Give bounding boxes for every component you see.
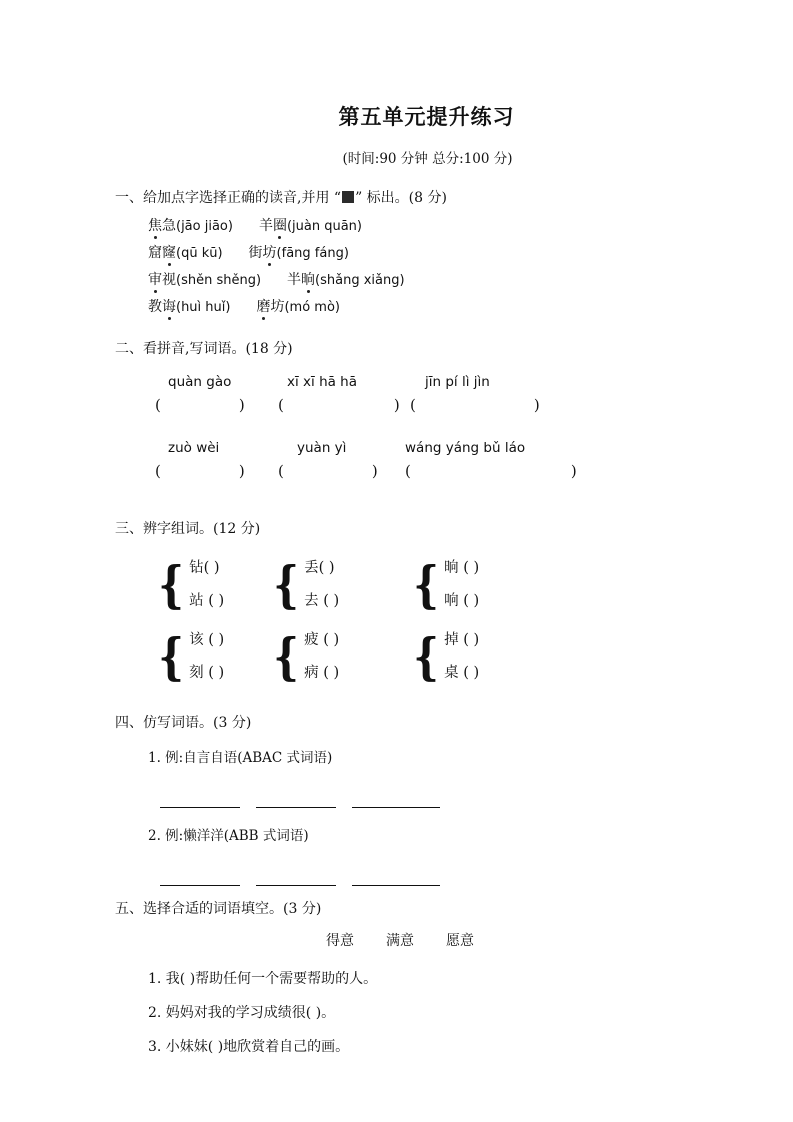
- brace-items: [444, 624, 479, 690]
- word-char: 视: [162, 272, 176, 288]
- pinyin-options: (huì huǐ): [176, 300, 231, 315]
- word-bank-option[interactable]: 愿意: [446, 933, 474, 949]
- word-char: 街: [248, 245, 263, 261]
- write-line[interactable]: [352, 875, 440, 886]
- section-3-rows: [0, 552, 793, 690]
- pinyin-choice-item[interactable]: [259, 218, 362, 234]
- paren-close: ): [238, 462, 245, 480]
- section-2-heading: 二、看拼音,写词语。(18 分): [115, 341, 293, 357]
- emphasis-dot-char: 晌: [301, 272, 316, 288]
- section-4-items: [0, 746, 793, 884]
- character-word-blank[interactable]: 桌 ( ): [444, 665, 480, 681]
- word-char: 教: [148, 299, 162, 315]
- section-5-word-bank: [0, 930, 793, 950]
- brace-items: [304, 624, 339, 690]
- answer-line-row: [0, 792, 793, 806]
- section-3-heading: 三、辨字组词。(12 分): [115, 521, 261, 537]
- fill-in-question[interactable]: 3. 小妹妹( )地欣赏着自己的画。: [148, 1039, 350, 1055]
- pinyin-choice-row: [0, 273, 793, 287]
- paren-open: (: [155, 462, 161, 480]
- paren-open: (: [410, 396, 416, 414]
- pinyin-choice-item[interactable]: [287, 272, 405, 288]
- section-1-heading-pre: 一、给加点字选择正确的读音,并用 “: [115, 190, 342, 206]
- page-subtitle: (时间:90 分钟 总分:100 分): [342, 151, 513, 167]
- answer-line-row: [0, 870, 793, 884]
- fill-in-question[interactable]: 2. 妈妈对我的学习成绩很( )。: [148, 1005, 336, 1021]
- pinyin-prompt-row: [0, 374, 793, 396]
- pinyin-choice-row: [0, 300, 793, 314]
- brace-group-row: [0, 624, 793, 690]
- character-word-blank[interactable]: 掉 ( ): [444, 632, 480, 648]
- paren-open: (: [405, 462, 411, 480]
- word-char: 窟: [148, 245, 162, 261]
- pinyin-options: (juàn quān): [286, 219, 362, 234]
- answer-blank[interactable]: [155, 462, 245, 480]
- paren-close: ): [570, 462, 577, 480]
- pinyin-choice-item[interactable]: [256, 299, 340, 315]
- paren-open: (: [155, 396, 161, 414]
- pinyin-options: (qū kū): [176, 246, 223, 261]
- pinyin-options: (shǎng xiǎng): [315, 273, 405, 288]
- character-word-blank[interactable]: 疲 ( ): [304, 632, 340, 648]
- emphasis-dot-char: 审: [148, 272, 162, 288]
- brace-items: [304, 552, 339, 618]
- section-1-rows: [0, 219, 793, 314]
- example-label: 1. 例:自言自语(ABAC 式词语): [148, 750, 333, 766]
- pinyin-options: (fāng fáng): [276, 246, 349, 261]
- emphasis-dot-char: 磨: [256, 299, 271, 315]
- brace-group: [270, 624, 339, 690]
- example-label: 2. 例:懒洋洋(ABB 式词语): [148, 828, 309, 844]
- section-4-heading: 四、仿写词语。(3 分): [115, 715, 252, 731]
- brace-group-row: [0, 552, 793, 618]
- pinyin-options: (mó mò): [284, 300, 340, 315]
- answer-blank[interactable]: [278, 462, 378, 480]
- write-line[interactable]: [256, 797, 336, 808]
- brace-group: [410, 552, 479, 618]
- curly-brace-icon: {: [413, 555, 439, 614]
- answer-blank[interactable]: [410, 396, 540, 414]
- character-word-blank[interactable]: 钻( ): [189, 560, 220, 576]
- character-word-blank[interactable]: 丢( ): [304, 560, 335, 576]
- brace-group: [270, 552, 339, 618]
- brace-items: [189, 552, 224, 618]
- pinyin-choice-row: [0, 246, 793, 260]
- write-line[interactable]: [352, 797, 440, 808]
- word-char: 半: [287, 272, 302, 288]
- pinyin-choice-item[interactable]: [249, 245, 349, 261]
- curly-brace-icon: {: [158, 555, 184, 614]
- brace-items: [189, 624, 224, 690]
- paren-open: (: [278, 396, 284, 414]
- character-word-blank[interactable]: 响 ( ): [444, 593, 480, 609]
- pinyin-prompt-row: [0, 440, 793, 462]
- section-1-heading: [0, 187, 793, 207]
- fill-in-question[interactable]: 1. 我( )帮助任何一个需要帮助的人。: [148, 971, 378, 987]
- pinyin-prompt: xī xī hā hā: [287, 374, 358, 390]
- emphasis-dot-char: 诲: [162, 299, 176, 315]
- word-bank-option[interactable]: 满意: [386, 933, 414, 949]
- emphasis-dot-char: 窿: [162, 245, 176, 261]
- write-line[interactable]: [160, 797, 240, 808]
- paren-close: ): [238, 396, 245, 414]
- emphasis-dot-char: 坊: [262, 245, 277, 261]
- section-1-heading-post: ” 标出。(8 分): [355, 190, 447, 206]
- answer-bracket-row: [0, 462, 793, 488]
- pinyin-prompt: jīn pí lì jìn: [425, 374, 490, 390]
- section-2-rows: [0, 374, 793, 488]
- character-word-blank[interactable]: 病 ( ): [304, 665, 340, 681]
- curly-brace-icon: {: [413, 627, 439, 686]
- word-char: 坊: [270, 299, 285, 315]
- answer-blank[interactable]: [155, 396, 245, 414]
- brace-group: [155, 552, 224, 618]
- pinyin-options: (shěn shěng): [176, 273, 262, 288]
- pinyin-choice-item[interactable]: [148, 218, 233, 234]
- pinyin-prompt: yuàn yì: [297, 440, 347, 456]
- word-bank-option[interactable]: 得意: [326, 933, 354, 949]
- character-word-blank[interactable]: 刻 ( ): [189, 665, 225, 681]
- word-char: 急: [162, 218, 176, 234]
- character-word-blank[interactable]: 晌 ( ): [444, 560, 480, 576]
- section-5-questions: [0, 968, 793, 1056]
- pinyin-options: (jāo jiāo): [176, 219, 233, 234]
- brace-items: [444, 552, 479, 618]
- curly-brace-icon: {: [273, 627, 299, 686]
- pinyin-prompt: wáng yáng bǔ láo: [405, 440, 526, 456]
- paren-close: ): [393, 396, 400, 414]
- character-word-blank[interactable]: 去 ( ): [304, 593, 340, 609]
- filled-square-mark-icon: [342, 191, 354, 203]
- pinyin-choice-item[interactable]: [148, 245, 223, 261]
- paren-close: ): [371, 462, 378, 480]
- pinyin-choice-row: [0, 219, 793, 233]
- pinyin-prompt: quàn gào: [168, 374, 232, 390]
- answer-bracket-row: [0, 396, 793, 422]
- curly-brace-icon: {: [158, 627, 184, 686]
- write-line[interactable]: [160, 875, 240, 886]
- page-title: 第五单元提升练习: [338, 105, 515, 129]
- write-line[interactable]: [256, 875, 336, 886]
- character-word-blank[interactable]: 该 ( ): [189, 632, 225, 648]
- answer-blank[interactable]: [405, 462, 577, 480]
- paren-close: ): [533, 396, 540, 414]
- pinyin-choice-item[interactable]: [148, 299, 230, 315]
- brace-group: [410, 624, 479, 690]
- brace-group: [155, 624, 224, 690]
- answer-blank[interactable]: [278, 396, 400, 414]
- character-word-blank[interactable]: 站 ( ): [189, 593, 225, 609]
- curly-brace-icon: {: [273, 555, 299, 614]
- emphasis-dot-char: 圈: [272, 218, 287, 234]
- pinyin-choice-item[interactable]: [148, 272, 261, 288]
- pinyin-prompt: zuò wèi: [168, 440, 220, 456]
- section-5-heading: 五、选择合适的词语填空。(3 分): [115, 901, 322, 917]
- word-char: 羊: [258, 218, 273, 234]
- emphasis-dot-char: 焦: [148, 218, 162, 234]
- paren-open: (: [278, 462, 284, 480]
